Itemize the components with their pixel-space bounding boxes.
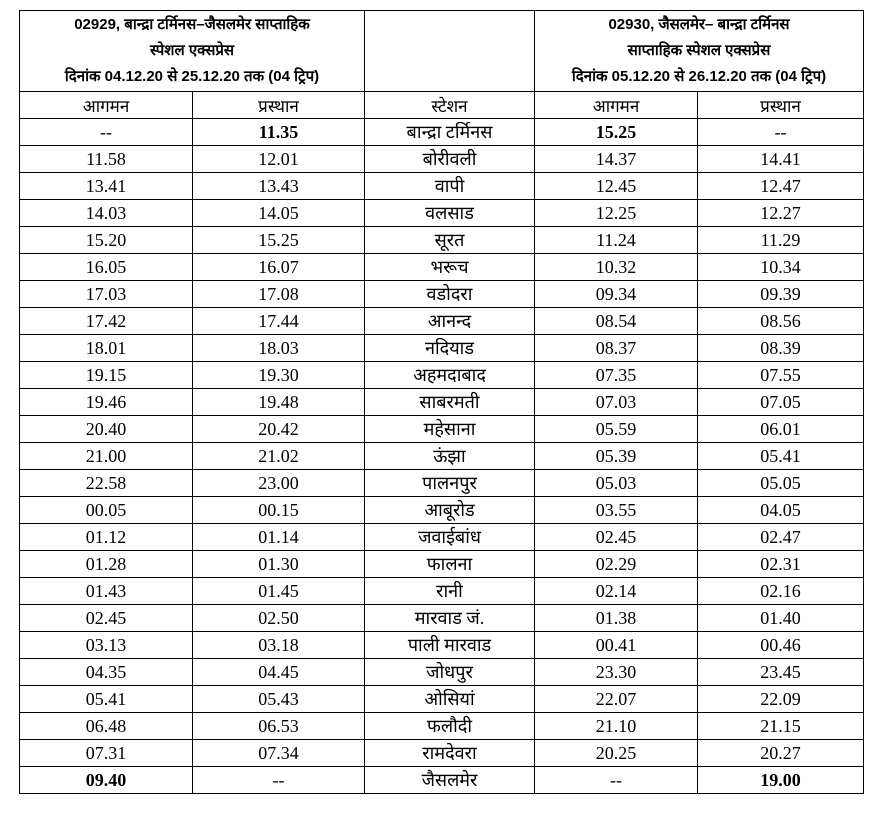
cell-departure-up: 22.09 (698, 686, 864, 713)
table-row (20, 713, 864, 740)
timetable (19, 10, 864, 794)
cell-arrival-up: 22.07 (535, 686, 698, 713)
cell-arrival-down: 11.58 (20, 146, 193, 173)
cell-arrival-up: 15.25 (535, 119, 698, 146)
cell-departure-down: 14.05 (193, 200, 365, 227)
train-down-title-line3: दिनांक 04.12.20 से 25.12.20 तक (04 ट्रिप) (64, 68, 320, 85)
cell-station: पाली मारवाड (365, 632, 535, 659)
cell-arrival-up: 20.25 (535, 740, 698, 767)
cell-departure-down: 16.07 (193, 254, 365, 281)
cell-station: आनन्द (365, 308, 535, 335)
cell-station: वापी (365, 173, 535, 200)
cell-station: सूरत (365, 227, 535, 254)
table-row (20, 362, 864, 389)
cell-arrival-up: 10.32 (535, 254, 698, 281)
table-row (20, 389, 864, 416)
cell-arrival-up: 05.39 (535, 443, 698, 470)
table-row (20, 578, 864, 605)
cell-arrival-up: 08.37 (535, 335, 698, 362)
table-row (20, 686, 864, 713)
cell-departure-down: 19.30 (193, 362, 365, 389)
cell-station: बोरीवली (365, 146, 535, 173)
cell-departure-up: 19.00 (698, 767, 864, 794)
cell-arrival-down: 16.05 (20, 254, 193, 281)
cell-departure-up: 08.39 (698, 335, 864, 362)
cell-departure-up: 12.47 (698, 173, 864, 200)
cell-arrival-up: 14.37 (535, 146, 698, 173)
header-station: स्टेशन (365, 92, 535, 119)
cell-arrival-down: 13.41 (20, 173, 193, 200)
cell-arrival-down: 18.01 (20, 335, 193, 362)
cell-arrival-down: 14.03 (20, 200, 193, 227)
cell-arrival-down: 17.42 (20, 308, 193, 335)
cell-departure-up: 11.29 (698, 227, 864, 254)
cell-arrival-up: 02.29 (535, 551, 698, 578)
timetable-body (20, 11, 864, 794)
cell-departure-down: 03.18 (193, 632, 365, 659)
cell-arrival-up: 01.38 (535, 605, 698, 632)
cell-departure-down: 02.50 (193, 605, 365, 632)
cell-station: फालना (365, 551, 535, 578)
cell-arrival-down: 19.46 (20, 389, 193, 416)
cell-arrival-down: 22.58 (20, 470, 193, 497)
cell-departure-down: 05.43 (193, 686, 365, 713)
table-row (20, 146, 864, 173)
cell-arrival-down: 03.13 (20, 632, 193, 659)
train-down-title-line1: 02929, बान्द्रा टर्मिनस–जैसलमेर साप्ताहिक (74, 16, 310, 33)
cell-station: रामदेवरा (365, 740, 535, 767)
table-row (20, 524, 864, 551)
table-row (20, 308, 864, 335)
train-up-title-line2: साप्ताहिक स्पेशल एक्सप्रेस (627, 42, 771, 59)
header-arrival-down: आगमन (20, 92, 193, 119)
cell-arrival-down: 01.12 (20, 524, 193, 551)
table-row (20, 200, 864, 227)
cell-station: जैसलमेर (365, 767, 535, 794)
train-up-title (535, 11, 864, 92)
cell-arrival-up: 12.25 (535, 200, 698, 227)
cell-arrival-down: 04.35 (20, 659, 193, 686)
cell-departure-down: 01.45 (193, 578, 365, 605)
cell-departure-up: 07.55 (698, 362, 864, 389)
cell-arrival-down: 19.15 (20, 362, 193, 389)
cell-departure-up: 01.40 (698, 605, 864, 632)
table-row (20, 605, 864, 632)
column-header-row (20, 92, 864, 119)
header-arrival-up: आगमन (535, 92, 698, 119)
cell-departure-up: 09.39 (698, 281, 864, 308)
cell-station: बान्द्रा टर्मिनस (365, 119, 535, 146)
cell-departure-down: 23.00 (193, 470, 365, 497)
table-row (20, 740, 864, 767)
cell-station: ओसियां (365, 686, 535, 713)
cell-arrival-up: 07.35 (535, 362, 698, 389)
cell-departure-up: 23.45 (698, 659, 864, 686)
cell-arrival-up: 02.14 (535, 578, 698, 605)
table-row (20, 659, 864, 686)
cell-station: फलौदी (365, 713, 535, 740)
cell-departure-up: 02.47 (698, 524, 864, 551)
cell-departure-down: 06.53 (193, 713, 365, 740)
cell-station: वलसाड (365, 200, 535, 227)
cell-arrival-up: 03.55 (535, 497, 698, 524)
cell-departure-up: 21.15 (698, 713, 864, 740)
cell-station: पालनपुर (365, 470, 535, 497)
cell-arrival-up: 00.41 (535, 632, 698, 659)
cell-departure-up: 10.34 (698, 254, 864, 281)
cell-departure-up: 20.27 (698, 740, 864, 767)
table-row (20, 254, 864, 281)
table-row (20, 551, 864, 578)
cell-departure-down: 18.03 (193, 335, 365, 362)
cell-departure-up: 14.41 (698, 146, 864, 173)
cell-departure-down: 00.15 (193, 497, 365, 524)
cell-station: जोधपुर (365, 659, 535, 686)
train-down-title-line2: स्पेशल एक्सप्रेस (149, 42, 235, 59)
cell-departure-down: 21.02 (193, 443, 365, 470)
cell-arrival-up: 21.10 (535, 713, 698, 740)
cell-departure-down: 15.25 (193, 227, 365, 254)
cell-arrival-up: -- (535, 767, 698, 794)
train-title-row (20, 11, 864, 92)
cell-station: वडोदरा (365, 281, 535, 308)
cell-station: नदियाड (365, 335, 535, 362)
header-departure-up: प्रस्थान (698, 92, 864, 119)
cell-departure-up: 06.01 (698, 416, 864, 443)
cell-departure-down: 17.08 (193, 281, 365, 308)
table-row (20, 119, 864, 146)
cell-departure-up: 08.56 (698, 308, 864, 335)
cell-arrival-down: 09.40 (20, 767, 193, 794)
cell-arrival-up: 05.03 (535, 470, 698, 497)
cell-arrival-down: 01.28 (20, 551, 193, 578)
cell-arrival-down: 15.20 (20, 227, 193, 254)
cell-departure-up: 05.05 (698, 470, 864, 497)
cell-arrival-down: 07.31 (20, 740, 193, 767)
cell-station: भरूच (365, 254, 535, 281)
table-row (20, 173, 864, 200)
cell-arrival-up: 11.24 (535, 227, 698, 254)
cell-departure-down: 01.14 (193, 524, 365, 551)
cell-departure-up: 04.05 (698, 497, 864, 524)
cell-departure-down: 13.43 (193, 173, 365, 200)
cell-departure-down: 20.42 (193, 416, 365, 443)
cell-arrival-down: 05.41 (20, 686, 193, 713)
cell-arrival-up: 12.45 (535, 173, 698, 200)
cell-arrival-up: 09.34 (535, 281, 698, 308)
cell-departure-down: 17.44 (193, 308, 365, 335)
cell-departure-down: 01.30 (193, 551, 365, 578)
cell-departure-up: 12.27 (698, 200, 864, 227)
cell-station: आबूरोड (365, 497, 535, 524)
title-spacer-cell (365, 11, 535, 92)
cell-arrival-up: 05.59 (535, 416, 698, 443)
cell-departure-down: 11.35 (193, 119, 365, 146)
cell-arrival-down: 17.03 (20, 281, 193, 308)
cell-station: रानी (365, 578, 535, 605)
cell-arrival-down: 01.43 (20, 578, 193, 605)
cell-station: महेसाना (365, 416, 535, 443)
table-row (20, 416, 864, 443)
cell-arrival-down: 06.48 (20, 713, 193, 740)
cell-departure-up: 05.41 (698, 443, 864, 470)
cell-arrival-up: 23.30 (535, 659, 698, 686)
table-row (20, 497, 864, 524)
train-up-title-line3: दिनांक 05.12.20 से 26.12.20 तक (04 ट्रिप) (571, 68, 827, 85)
cell-arrival-up: 07.03 (535, 389, 698, 416)
header-departure-down: प्रस्थान (193, 92, 365, 119)
table-row (20, 470, 864, 497)
cell-departure-down: 04.45 (193, 659, 365, 686)
cell-arrival-down: 20.40 (20, 416, 193, 443)
cell-station: अहमदाबाद (365, 362, 535, 389)
cell-station: जवाईबांध (365, 524, 535, 551)
cell-departure-up: 02.16 (698, 578, 864, 605)
cell-arrival-down: -- (20, 119, 193, 146)
cell-departure-down: -- (193, 767, 365, 794)
cell-arrival-down: 02.45 (20, 605, 193, 632)
train-up-title-line1: 02930, जैसलमेर– बान्द्रा टर्मिनस (608, 16, 790, 33)
cell-departure-down: 19.48 (193, 389, 365, 416)
cell-departure-up: 00.46 (698, 632, 864, 659)
cell-arrival-up: 02.45 (535, 524, 698, 551)
cell-departure-up: 02.31 (698, 551, 864, 578)
table-row (20, 767, 864, 794)
cell-station: ऊंझा (365, 443, 535, 470)
cell-departure-down: 07.34 (193, 740, 365, 767)
cell-departure-up: 07.05 (698, 389, 864, 416)
cell-station: साबरमती (365, 389, 535, 416)
cell-departure-up: -- (698, 119, 864, 146)
train-down-title (20, 11, 365, 92)
table-row (20, 281, 864, 308)
table-row (20, 227, 864, 254)
table-row (20, 335, 864, 362)
cell-departure-down: 12.01 (193, 146, 365, 173)
table-row (20, 632, 864, 659)
cell-arrival-down: 21.00 (20, 443, 193, 470)
cell-arrival-up: 08.54 (535, 308, 698, 335)
table-row (20, 443, 864, 470)
cell-arrival-down: 00.05 (20, 497, 193, 524)
cell-station: मारवाड जं. (365, 605, 535, 632)
